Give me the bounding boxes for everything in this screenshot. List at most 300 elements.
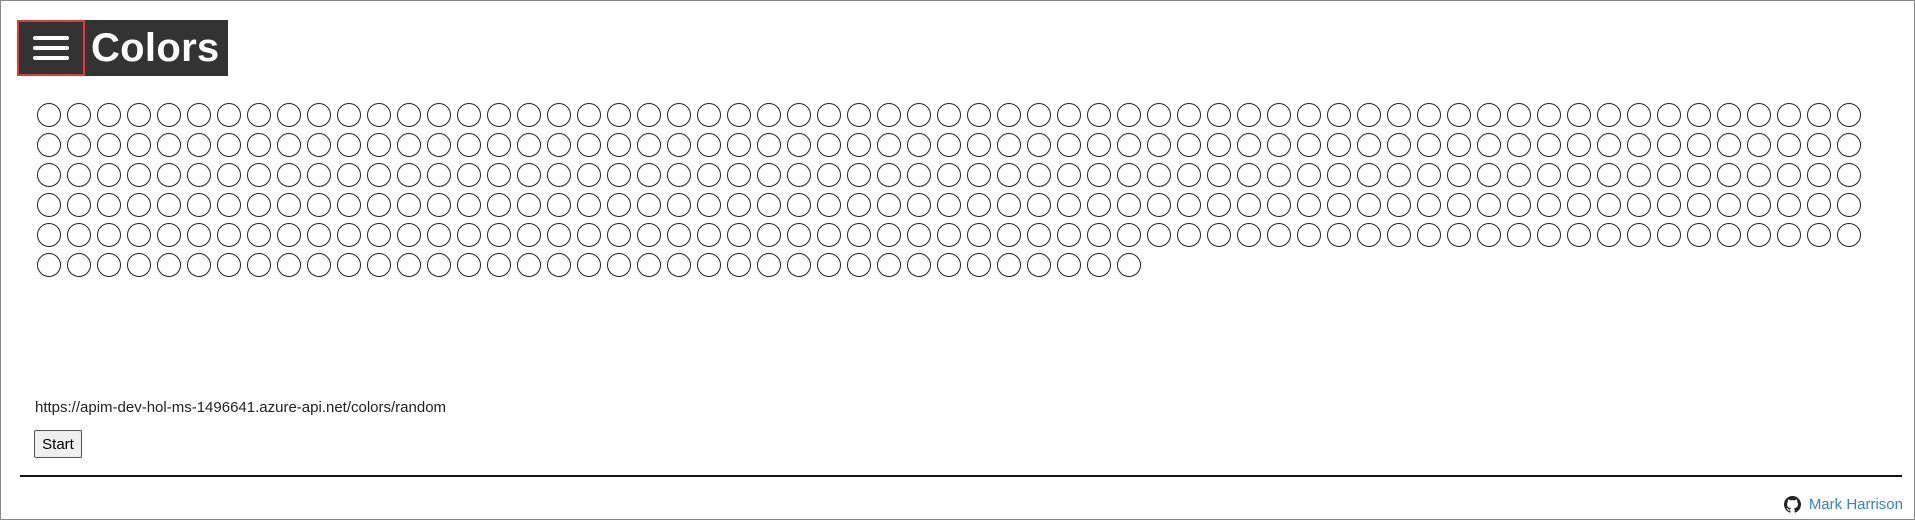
color-circle [1297, 193, 1321, 217]
color-circle [1147, 133, 1171, 157]
color-circle [667, 223, 691, 247]
color-circle [427, 163, 451, 187]
color-circle [1357, 193, 1381, 217]
color-circle [547, 193, 571, 217]
color-circle [1837, 103, 1861, 127]
color-circle [907, 223, 931, 247]
color-circle [1747, 223, 1771, 247]
color-circle [1267, 193, 1291, 217]
color-circle [967, 223, 991, 247]
color-circle [847, 253, 871, 277]
color-circle [1687, 193, 1711, 217]
color-circle [217, 193, 241, 217]
color-circle [1057, 223, 1081, 247]
color-circle [1267, 223, 1291, 247]
color-circle [1207, 133, 1231, 157]
color-circle [1597, 223, 1621, 247]
color-circle [247, 103, 271, 127]
color-circle [517, 223, 541, 247]
color-circle [1207, 193, 1231, 217]
menu-button[interactable] [17, 20, 85, 76]
color-circle [157, 163, 181, 187]
color-circle [1717, 163, 1741, 187]
color-circle [1507, 223, 1531, 247]
color-circle [817, 103, 841, 127]
color-circle [877, 133, 901, 157]
color-circle [457, 193, 481, 217]
color-circle [1777, 103, 1801, 127]
color-circle [1477, 193, 1501, 217]
color-circle [67, 253, 91, 277]
color-circle [937, 253, 961, 277]
color-circle [967, 103, 991, 127]
color-circle [997, 163, 1021, 187]
color-circle-grid [37, 103, 1867, 277]
color-circle [1777, 163, 1801, 187]
color-circle [1027, 223, 1051, 247]
color-circle [577, 133, 601, 157]
color-circle [157, 253, 181, 277]
color-circle [67, 223, 91, 247]
color-circle [1477, 163, 1501, 187]
color-circle [67, 133, 91, 157]
color-circle [577, 193, 601, 217]
color-circle [1417, 223, 1441, 247]
start-button[interactable]: Start [34, 430, 82, 458]
color-circle [1837, 223, 1861, 247]
color-circle [1237, 223, 1261, 247]
color-circle [427, 103, 451, 127]
color-circle [877, 163, 901, 187]
color-circle [697, 223, 721, 247]
color-circle [667, 133, 691, 157]
color-circle [1087, 223, 1111, 247]
footer [1784, 496, 1903, 513]
color-circle [667, 163, 691, 187]
color-circle [1357, 223, 1381, 247]
color-circle [37, 103, 61, 127]
color-circle [1657, 163, 1681, 187]
color-circle [1507, 103, 1531, 127]
color-circle [457, 103, 481, 127]
color-circle [247, 253, 271, 277]
color-circle [727, 163, 751, 187]
color-circle [457, 163, 481, 187]
color-circle [487, 193, 511, 217]
color-circle [967, 193, 991, 217]
color-circle [757, 163, 781, 187]
color-circle [337, 223, 361, 247]
color-circle [127, 133, 151, 157]
color-circle [937, 223, 961, 247]
color-circle [397, 133, 421, 157]
color-circle [187, 253, 211, 277]
color-circle [997, 193, 1021, 217]
color-circle [1117, 223, 1141, 247]
color-circle [247, 133, 271, 157]
color-circle [337, 133, 361, 157]
api-url: https://apim-dev-hol-ms-1496641.azure-api.net/colors/random [35, 399, 447, 416]
color-circle [1027, 163, 1051, 187]
color-circle [547, 163, 571, 187]
color-circle [1177, 133, 1201, 157]
color-circle [1327, 223, 1351, 247]
color-circle [1207, 163, 1231, 187]
color-circle [637, 193, 661, 217]
color-circle [367, 103, 391, 127]
color-circle [1777, 133, 1801, 157]
color-circle [1627, 163, 1651, 187]
color-circle [217, 223, 241, 247]
color-circle [1537, 223, 1561, 247]
color-circle [277, 253, 301, 277]
color-circle [577, 163, 601, 187]
color-circle [337, 103, 361, 127]
color-circle [1807, 223, 1831, 247]
color-circle [457, 223, 481, 247]
color-circle [847, 163, 871, 187]
color-circle [907, 253, 931, 277]
color-circle [217, 103, 241, 127]
color-circle [1147, 193, 1171, 217]
color-circle [967, 133, 991, 157]
color-circle [37, 163, 61, 187]
color-circle [1657, 103, 1681, 127]
color-circle [817, 193, 841, 217]
color-circle [517, 193, 541, 217]
color-circle [937, 163, 961, 187]
color-circle [367, 253, 391, 277]
color-circle [757, 133, 781, 157]
color-circle [697, 193, 721, 217]
color-circle [727, 133, 751, 157]
color-circle [67, 193, 91, 217]
color-circle [1387, 133, 1411, 157]
color-circle [427, 133, 451, 157]
color-circle [37, 223, 61, 247]
color-circle [1177, 103, 1201, 127]
color-circle [1237, 193, 1261, 217]
color-circle [397, 253, 421, 277]
color-circle [1597, 193, 1621, 217]
color-circle [1327, 133, 1351, 157]
color-circle [1537, 133, 1561, 157]
color-circle [97, 193, 121, 217]
color-circle [1717, 133, 1741, 157]
color-circle [1477, 103, 1501, 127]
color-circle [907, 193, 931, 217]
color-circle [907, 103, 931, 127]
github-icon [1784, 496, 1801, 513]
app-header [17, 20, 228, 76]
color-circle [1747, 163, 1771, 187]
color-circle [787, 103, 811, 127]
color-circle [757, 253, 781, 277]
color-circle [1027, 253, 1051, 277]
page-title: Colors [91, 26, 220, 70]
color-circle [277, 193, 301, 217]
color-circle [517, 133, 541, 157]
color-circle [637, 223, 661, 247]
color-circle [1627, 223, 1651, 247]
color-circle [397, 103, 421, 127]
color-circle [1477, 223, 1501, 247]
color-circle [127, 193, 151, 217]
color-circle [127, 253, 151, 277]
color-circle [1357, 133, 1381, 157]
color-circle [1387, 223, 1411, 247]
color-circle [97, 223, 121, 247]
color-circle [187, 133, 211, 157]
color-circle [1747, 133, 1771, 157]
color-circle [1237, 133, 1261, 157]
color-circle [307, 253, 331, 277]
color-circle [1027, 133, 1051, 157]
color-circle [547, 223, 571, 247]
color-circle [1147, 163, 1171, 187]
color-circle [1057, 163, 1081, 187]
color-circle [157, 103, 181, 127]
color-circle [427, 193, 451, 217]
color-circle [1657, 133, 1681, 157]
color-circle [757, 193, 781, 217]
color-circle [1237, 163, 1261, 187]
color-circle [1387, 103, 1411, 127]
color-circle [847, 133, 871, 157]
color-circle [1117, 253, 1141, 277]
color-circle [997, 103, 1021, 127]
color-circle [1717, 103, 1741, 127]
color-circle [907, 133, 931, 157]
color-circle [1117, 163, 1141, 187]
color-circle [1537, 193, 1561, 217]
color-circle [727, 223, 751, 247]
color-circle [547, 103, 571, 127]
color-circle [97, 163, 121, 187]
color-circle [217, 163, 241, 187]
color-circle [1087, 253, 1111, 277]
color-circle [577, 103, 601, 127]
color-circle [1117, 193, 1141, 217]
color-circle [1657, 223, 1681, 247]
color-circle [247, 163, 271, 187]
color-circle [427, 253, 451, 277]
color-circle [637, 163, 661, 187]
color-circle [547, 253, 571, 277]
color-circle [517, 253, 541, 277]
color-circle [187, 193, 211, 217]
color-circle [277, 103, 301, 127]
color-circle [1417, 163, 1441, 187]
color-circle [637, 103, 661, 127]
color-circle [277, 223, 301, 247]
color-circle [37, 253, 61, 277]
color-circle [607, 133, 631, 157]
color-circle [1087, 133, 1111, 157]
color-circle [1147, 103, 1171, 127]
color-circle [847, 223, 871, 247]
color-circle [757, 223, 781, 247]
color-circle [157, 223, 181, 247]
color-circle [127, 223, 151, 247]
author-link[interactable]: Mark Harrison [1808, 496, 1903, 513]
color-circle [517, 103, 541, 127]
color-circle [1687, 103, 1711, 127]
color-circle [1807, 133, 1831, 157]
color-circle [1537, 103, 1561, 127]
color-circle [1177, 223, 1201, 247]
color-circle [337, 253, 361, 277]
color-circle [1417, 103, 1441, 127]
color-circle [487, 253, 511, 277]
color-circle [157, 193, 181, 217]
color-circle [1237, 103, 1261, 127]
color-circle [1447, 163, 1471, 187]
color-circle [1567, 223, 1591, 247]
color-circle [967, 163, 991, 187]
color-circle [1477, 133, 1501, 157]
color-circle [307, 193, 331, 217]
color-circle [1807, 103, 1831, 127]
color-circle [1507, 133, 1531, 157]
color-circle [1297, 103, 1321, 127]
color-circle [187, 223, 211, 247]
color-circle [307, 103, 331, 127]
color-circle [1627, 133, 1651, 157]
color-circle [997, 223, 1021, 247]
color-circle [157, 133, 181, 157]
color-circle [667, 193, 691, 217]
color-circle [277, 163, 301, 187]
color-circle [877, 193, 901, 217]
color-circle [637, 133, 661, 157]
color-circle [1327, 193, 1351, 217]
color-circle [1027, 103, 1051, 127]
color-circle [397, 193, 421, 217]
color-circle [217, 133, 241, 157]
color-circle [397, 223, 421, 247]
color-circle [1687, 133, 1711, 157]
color-circle [1567, 193, 1591, 217]
color-circle [1327, 103, 1351, 127]
color-circle [1747, 193, 1771, 217]
color-circle [487, 133, 511, 157]
color-circle [1177, 163, 1201, 187]
color-circle [727, 253, 751, 277]
color-circle [787, 163, 811, 187]
color-circle [1057, 103, 1081, 127]
color-circle [967, 253, 991, 277]
color-circle [307, 163, 331, 187]
color-circle [997, 133, 1021, 157]
color-circle [817, 133, 841, 157]
color-circle [847, 103, 871, 127]
color-circle [277, 133, 301, 157]
color-circle [1687, 223, 1711, 247]
color-circle [517, 163, 541, 187]
color-circle [247, 223, 271, 247]
color-circle [1147, 223, 1171, 247]
color-circle [727, 103, 751, 127]
color-circle [667, 103, 691, 127]
color-circle [1687, 163, 1711, 187]
color-circle [1297, 223, 1321, 247]
color-circle [697, 163, 721, 187]
color-circle [817, 253, 841, 277]
color-circle [367, 163, 391, 187]
color-circle [127, 103, 151, 127]
color-circle [817, 223, 841, 247]
color-circle [697, 253, 721, 277]
color-circle [1537, 163, 1561, 187]
color-circle [937, 193, 961, 217]
color-circle [307, 133, 331, 157]
color-circle [1597, 163, 1621, 187]
color-circle [1057, 193, 1081, 217]
color-circle [1627, 103, 1651, 127]
color-circle [607, 253, 631, 277]
color-circle [1717, 223, 1741, 247]
color-circle [607, 103, 631, 127]
color-circle [1717, 193, 1741, 217]
color-circle [1267, 133, 1291, 157]
color-circle [1657, 193, 1681, 217]
color-circle [1447, 133, 1471, 157]
color-circle [1027, 193, 1051, 217]
color-circle [1057, 133, 1081, 157]
color-circle [787, 133, 811, 157]
color-circle [1387, 163, 1411, 187]
color-circle [1567, 133, 1591, 157]
color-circle [1507, 163, 1531, 187]
color-circle [1597, 103, 1621, 127]
color-circle [1417, 133, 1441, 157]
color-circle [1357, 163, 1381, 187]
color-circle [487, 163, 511, 187]
color-circle [757, 103, 781, 127]
footer-divider [20, 475, 1902, 477]
color-circle [367, 133, 391, 157]
color-circle [37, 193, 61, 217]
color-circle [337, 193, 361, 217]
color-circle [457, 133, 481, 157]
color-circle [307, 223, 331, 247]
color-circle [937, 133, 961, 157]
color-circle [1357, 103, 1381, 127]
color-circle [607, 193, 631, 217]
color-circle [937, 103, 961, 127]
color-circle [1837, 193, 1861, 217]
color-circle [817, 163, 841, 187]
color-circle [67, 103, 91, 127]
color-circle [1297, 133, 1321, 157]
color-circle [487, 103, 511, 127]
color-circle [1597, 133, 1621, 157]
color-circle [97, 103, 121, 127]
color-circle [1327, 163, 1351, 187]
color-circle [1087, 163, 1111, 187]
color-circle [1777, 193, 1801, 217]
color-circle [1627, 193, 1651, 217]
color-circle [637, 253, 661, 277]
color-circle [697, 103, 721, 127]
color-circle [457, 253, 481, 277]
color-circle [1447, 193, 1471, 217]
color-circle [787, 253, 811, 277]
color-circle [1417, 193, 1441, 217]
color-circle [697, 133, 721, 157]
color-circle [727, 193, 751, 217]
